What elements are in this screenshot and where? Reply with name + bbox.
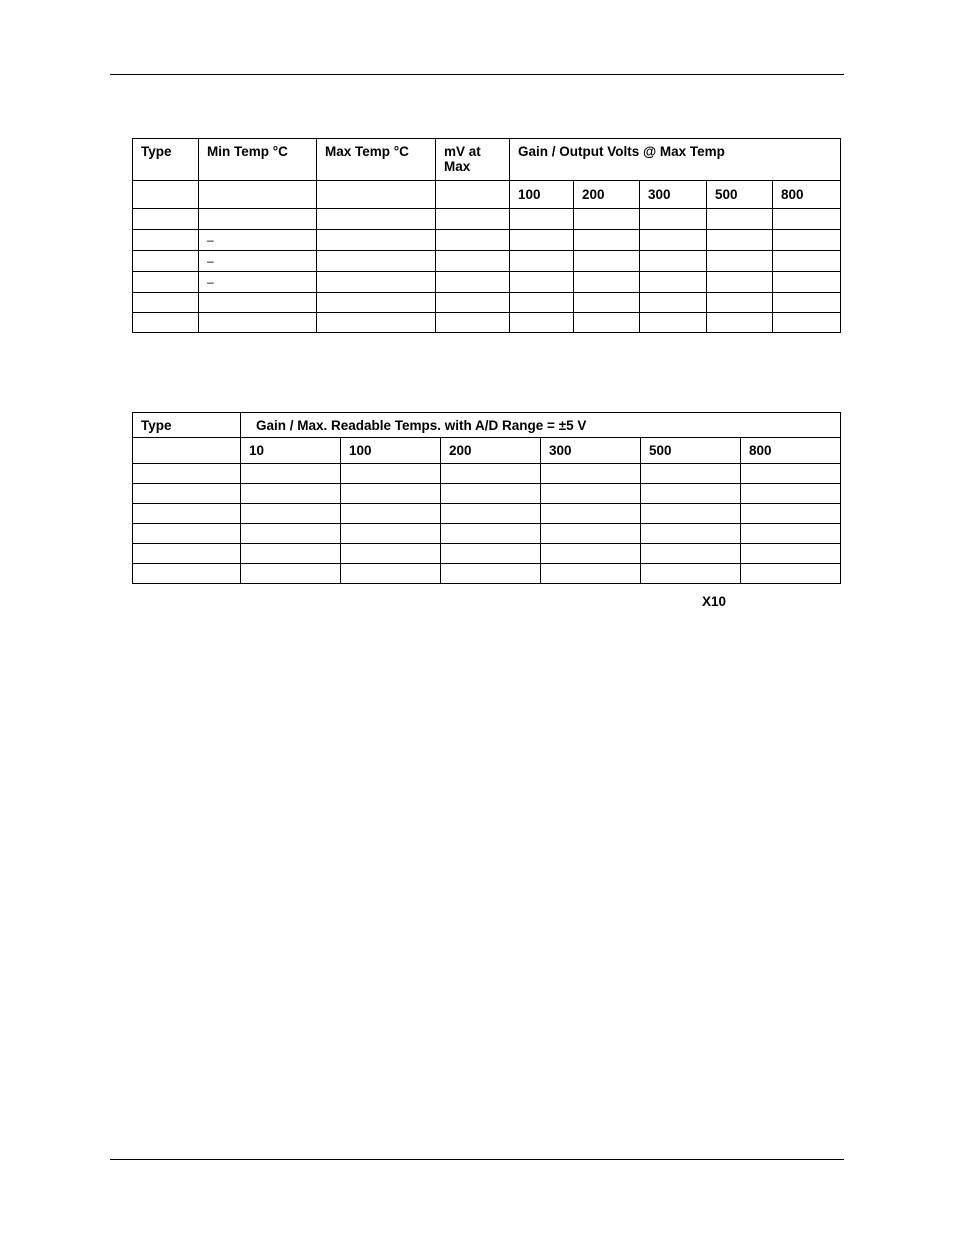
table-cell	[133, 293, 199, 313]
table-cell	[773, 230, 841, 251]
table-cell	[641, 544, 741, 564]
table-row	[133, 564, 841, 584]
gain-header-500: 500	[707, 181, 773, 209]
table-row	[133, 544, 841, 564]
table-cell	[241, 564, 341, 584]
table-cell	[436, 209, 510, 230]
table-cell	[707, 313, 773, 333]
table-cell	[441, 524, 541, 544]
table-cell	[133, 524, 241, 544]
table-cell	[133, 484, 241, 504]
table-cell	[773, 251, 841, 272]
table-row	[133, 313, 841, 333]
header-rule	[110, 74, 844, 75]
min-temp-cell	[199, 209, 317, 230]
table-cell	[741, 464, 841, 484]
table-cell	[241, 524, 341, 544]
table-cell	[133, 181, 199, 209]
table-cell	[541, 464, 641, 484]
table-cell	[541, 524, 641, 544]
table-cell	[707, 209, 773, 230]
gain-header-100: 100	[510, 181, 574, 209]
table-cell	[640, 272, 707, 293]
table-cell	[574, 272, 640, 293]
table-cell	[341, 564, 441, 584]
table-row	[133, 524, 841, 544]
table-cell	[133, 504, 241, 524]
table-cell	[133, 313, 199, 333]
footer-rule	[110, 1159, 844, 1160]
table-cell	[133, 209, 199, 230]
gain-header-800: 800	[773, 181, 841, 209]
table-header-row	[133, 139, 841, 181]
table-row	[133, 209, 841, 230]
table-cell	[133, 272, 199, 293]
table-header-row	[133, 413, 841, 438]
table-cell	[133, 438, 241, 464]
table-row	[133, 293, 841, 313]
table-cell	[741, 564, 841, 584]
table-cell	[541, 564, 641, 584]
table-cell	[741, 544, 841, 564]
x10-note: X10	[702, 594, 727, 609]
gain-header-300: 300	[640, 181, 707, 209]
table-cell	[241, 464, 341, 484]
header-gain-readable-temps: Gain / Max. Readable Temps. with A/D Range = ±5 V	[241, 413, 841, 438]
table-cell	[317, 209, 436, 230]
min-temp-cell: –	[199, 251, 317, 272]
table-cell	[510, 230, 574, 251]
thermocouple-output-table	[132, 138, 841, 333]
min-temp-cell	[199, 313, 317, 333]
table-cell	[640, 209, 707, 230]
table-cell	[436, 272, 510, 293]
table-cell	[640, 293, 707, 313]
table-cell	[341, 504, 441, 524]
gain-subheader-row	[133, 438, 841, 464]
gain-header-100: 100	[341, 438, 441, 464]
header-mv-line1: mV at	[444, 144, 481, 159]
table-cell	[541, 544, 641, 564]
table-row	[133, 464, 841, 484]
table-cell	[317, 272, 436, 293]
table-cell	[133, 464, 241, 484]
table-cell	[707, 272, 773, 293]
table-cell	[541, 504, 641, 524]
header-mv-at-max	[436, 139, 510, 181]
table-cell	[640, 251, 707, 272]
table-cell	[341, 524, 441, 544]
table-cell	[441, 484, 541, 504]
table-row	[133, 230, 841, 251]
table-cell	[436, 251, 510, 272]
table-cell	[441, 564, 541, 584]
table-cell	[241, 504, 341, 524]
gain-header-800: 800	[741, 438, 841, 464]
table-cell	[317, 293, 436, 313]
table-cell	[317, 230, 436, 251]
table-cell	[741, 524, 841, 544]
table-cell	[773, 272, 841, 293]
min-temp-cell: –	[199, 272, 317, 293]
table-cell	[707, 251, 773, 272]
table-row	[133, 484, 841, 504]
table-cell	[741, 484, 841, 504]
header-max-temp: Max Temp °C	[317, 139, 436, 181]
table-cell	[436, 293, 510, 313]
table-cell	[199, 181, 317, 209]
table-cell	[436, 181, 510, 209]
table-cell	[510, 251, 574, 272]
table-cell	[436, 313, 510, 333]
table-cell	[441, 464, 541, 484]
table-cell	[641, 564, 741, 584]
table-cell	[574, 313, 640, 333]
header-type: Type	[133, 139, 199, 181]
table-cell	[510, 293, 574, 313]
table-cell	[241, 544, 341, 564]
header-type: Type	[133, 413, 241, 438]
table-cell	[341, 464, 441, 484]
table-cell	[574, 209, 640, 230]
table-cell	[510, 313, 574, 333]
table-cell	[133, 544, 241, 564]
table-row	[133, 251, 841, 272]
table-cell	[317, 313, 436, 333]
table-row	[133, 272, 841, 293]
table-row	[133, 504, 841, 524]
table-cell	[441, 504, 541, 524]
table-cell	[640, 313, 707, 333]
min-temp-cell	[199, 293, 317, 313]
table-cell	[317, 251, 436, 272]
table-cell	[641, 524, 741, 544]
gain-header-200: 200	[441, 438, 541, 464]
gain-header-300: 300	[541, 438, 641, 464]
header-min-temp: Min Temp °C	[199, 139, 317, 181]
table-cell	[341, 484, 441, 504]
table-cell	[133, 564, 241, 584]
table-cell	[441, 544, 541, 564]
table-cell	[707, 230, 773, 251]
table-cell	[640, 230, 707, 251]
header-mv-line2: Max	[444, 159, 471, 174]
table-cell	[641, 464, 741, 484]
table-cell	[773, 313, 841, 333]
table-cell	[741, 504, 841, 524]
readable-temps-table	[132, 412, 841, 584]
table-cell	[510, 209, 574, 230]
table-cell	[241, 484, 341, 504]
table-cell	[773, 293, 841, 313]
table-cell	[133, 230, 199, 251]
min-temp-cell: –	[199, 230, 317, 251]
table-cell	[510, 272, 574, 293]
table-cell	[317, 181, 436, 209]
table-cell	[133, 251, 199, 272]
table-cell	[574, 293, 640, 313]
table-cell	[773, 209, 841, 230]
table-cell	[707, 293, 773, 313]
gain-subheader-row	[133, 181, 841, 209]
table-cell	[641, 504, 741, 524]
gain-header-10: 10	[241, 438, 341, 464]
table-cell	[574, 230, 640, 251]
table-cell	[436, 230, 510, 251]
header-gain-output-volts: Gain / Output Volts @ Max Temp	[510, 139, 841, 181]
gain-header-200: 200	[574, 181, 640, 209]
table-cell	[541, 484, 641, 504]
table-cell	[574, 251, 640, 272]
table-cell	[641, 484, 741, 504]
gain-header-500: 500	[641, 438, 741, 464]
table-cell	[341, 544, 441, 564]
